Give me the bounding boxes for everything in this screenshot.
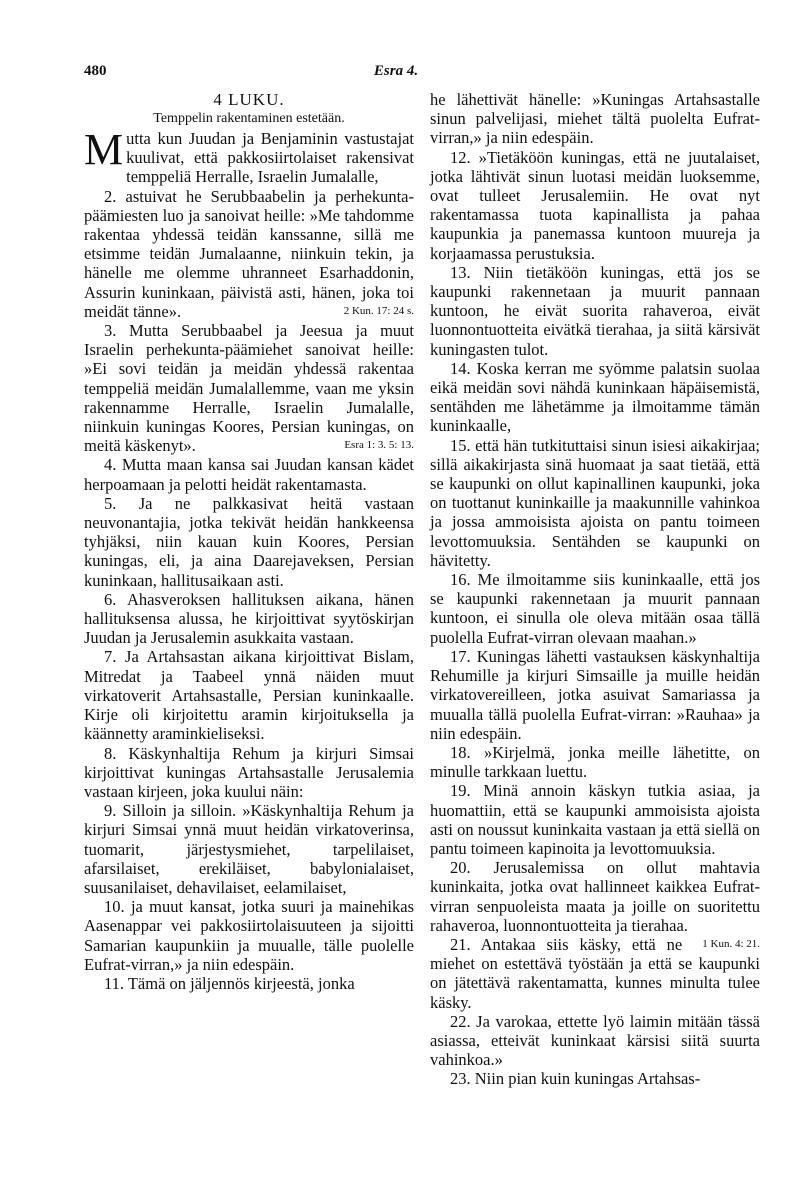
drop-cap: M: [84, 125, 124, 174]
verse-13: 13. Niin tietäköön kuningas, että jos se kaupunki rakennetaan ja muurit pannaan kuntoon, he eivät suorita rahaveroa, eivät luonnontuotteita eivätkä tierahaa, ja siitä kärsivät kuningasten tulot.: [430, 262, 760, 359]
verse-2-text: 2. astuivat he Serubbaabelin ja perhekunta-päämiesten luo ja sanoivat heille: »Me tahdomme rakentaa yhdessä teidän kanssanne, sillä me etsimme teidän Jumalaanne, niinkuin tekin, ja hänelle me olemme uhranneet Esarhaddonin, Assurin kuninkaan, päivistä asti, hänen, joka toi meidät tänne».: [84, 186, 414, 321]
verse-20: [430, 858, 760, 950]
verse-23: 23. Niin pian kuin kuningas Artahsas-: [450, 1069, 701, 1089]
cross-reference: 1 Kun. 4: 21.: [702, 937, 760, 950]
verse-8: 8. Käskynhaltija Rehum ja kirjuri Simsai kirjoittivat kuningas Artahsastalle Jerusalemia vastaan kirjeen, joka kuului näin:: [84, 743, 414, 801]
verse-20-text: 20. Jerusalemissa on ollut mahtavia kuninkaita, jotka ovat hallinneet kaikkea Eufrat-virran senpuoleista maata ja joille on suoritettu rahaveroa, luonnontuotteita ja tierahaa.: [430, 858, 760, 935]
verse-5: 5. Ja ne palkkasivat heitä vastaan neuvonantajia, jotka tekivät heidän hankkeensa tyhjäksi, niin kauan kuin Koores, Persian kuningas, eli, ja aina Daarejaveksen, Persian kuninkaan, hallitusaikaan asti.: [84, 493, 414, 590]
verse-19: 19. Minä annoin käskyn tutkia asiaa, ja huomattiin, että se kaupunki ammoisista ajoista asti on noussut kuninkaita vastaan ja että siellä on pantu toimeen kapinoita ja levottomuuksia.: [430, 781, 760, 858]
verse-9: 9. Silloin ja silloin. »Käskynhaltija Rehum ja kirjuri Simsai ynnä muut heidän virkatoverinsa, tuomarit, järjestysmiehet, tarpelilaiset, afarsilaiset, erekiläiset, babylonialaiset, suusanilaiset, dehavilaiset, eelamilaiset,: [84, 801, 414, 897]
verse-10: 10. ja muut kansat, jotka suuri ja mainehikas Aasenappar vei pakkosiirtolaisuuteen ja sijoitti Samarian kaupunkiin ja muualle, tälle puolelle Eufrat-virran,» ja niin edespäin.: [84, 897, 414, 974]
verse-6: 6. Ahasveroksen hallituksen aikana, hänen hallituksensa alussa, he kirjoittivat syytöskirjan Juudan ja Jerusalemin asukkaita vastaan.: [84, 589, 414, 648]
page-number: 480: [84, 63, 107, 79]
verse-21: 21. Antakaa siis käsky, että ne miehet on estettävä työstään ja että se kaupunki on jätettävä rakentamatta, kunnes minulta tulee käsky.: [430, 934, 760, 1012]
chapter-subtitle: Temppelin rakentaminen estetään.: [153, 111, 345, 126]
verse-7: 7. Ja Artahsastan aikana kirjoittivat Bislam, Mitredat ja Taabeel ynnä näiden muut virkatoverit Artahsastalle, Persian kuninkaalle. Kirje oli kirjoitettu aramin kirjoituksella ja käännetty araminkieliseksi.: [84, 647, 414, 744]
verse-15: 15. että hän tutkituttaisi sinun isiesi aikakirjaa; sillä aikakirjasta sinä huomaat ja saat tietää, että se kaupunki on ollut kapinallinen kaupunki, joka on tuottanut kuninkaille ja maakunnille vahinkoa ja jossa ammoisista ajoista on pantu toimeen levottomuuksia. Sentähden se kaupunki on hävitetty.: [430, 435, 760, 570]
cross-reference: 2 Kun. 17: 24 s.: [343, 304, 414, 317]
verse-1: [84, 125, 414, 187]
verse-4: 4. Mutta maan kansa sai Juudan kansan kädet herpoamaan ja pelotti heidät rakentamasta.: [84, 455, 414, 494]
verse-14: 14. Koska kerran me syömme palatsin suolaa eikä meidän sovi nähdä kuninkaan häpäisemistä, sentähden me lähetämme ja ilmoitamme tämän kuninkaalle,: [430, 358, 760, 436]
verse-1-text: utta kun Juudan ja Benjaminin vastustajat kuulivat, että pakkosiirtolaiset rakensivat temppeliä Herralle, Israelin Jumalalle,: [126, 129, 414, 187]
verse-12: 12. »Tietäköön kuningas, että ne juutalaiset, jotka lähtivät sinun luotasi meidän luoksemme, ovat tulleet Jerusalemiin. He ovat nyt rakentamassa tuota kapinallista ja pahaa kaupunkia ja panemassa kuntoon muureja ja korjaamassa perustuksia.: [430, 147, 760, 263]
verse-3-text: 3. Mutta Serubbaabel ja Jeesua ja muut Israelin perhekunta-päämiehet sanoivat heille: »Ei sovi teidän ja meidän yhdessä rakentaa temppeliä meidän Jumalallemme, vaan me yksin rakennamme Herralle, Israelin Jumalalle, niinkuin kuningas Koores, Persian kuningas, on meitä käskenyt».: [84, 321, 414, 456]
verse-17: 17. Kuningas lähetti vastauksen käskynhaltija Rehumille ja kirjuri Simsaille ja muille heidän virkatovereilleen, jotka asuivat Samariassa ja muualla tällä puolella Eufrat-virran: »Rauhaa» ja niin edespäin.: [430, 646, 760, 743]
chapter-title: 4 LUKU.: [213, 90, 285, 109]
left-column: [84, 90, 414, 993]
right-column: [430, 90, 760, 1089]
verse-22: 22. Ja varokaa, ettette lyö laimin mitään tässä asiassa, etteivät kuninkaat kärsisi siitä suurta vahinkoa.»: [430, 1011, 760, 1070]
verse-11: 11. Tämä on jäljennös kirjeestä, jonka: [104, 973, 355, 993]
cross-reference: Esra 1: 3. 5: 13.: [344, 439, 414, 452]
verse-18: 18. »Kirjelmä, jonka meille lähetitte, on minulle tarkkaan luettu.: [430, 742, 760, 782]
verse-2: [84, 187, 414, 321]
verse-3: [84, 321, 414, 455]
verse-16: 16. Me ilmoitamme siis kuninkaalle, että jos se kaupunki rakennetaan ja muurit pannaan kuntoon, ei sinulla ole oleva mitään osaa tällä puolella Eufrat-virran olevaan maahan.»: [430, 570, 760, 647]
verse-11-continued: he lähettivät hänelle: »Kuningas Artahsastalle sinun palvelijasi, miehet tältä puolelta Eufrat-virran,» ja niin edespäin.: [430, 90, 760, 148]
running-title: Esra 4.: [373, 63, 419, 79]
